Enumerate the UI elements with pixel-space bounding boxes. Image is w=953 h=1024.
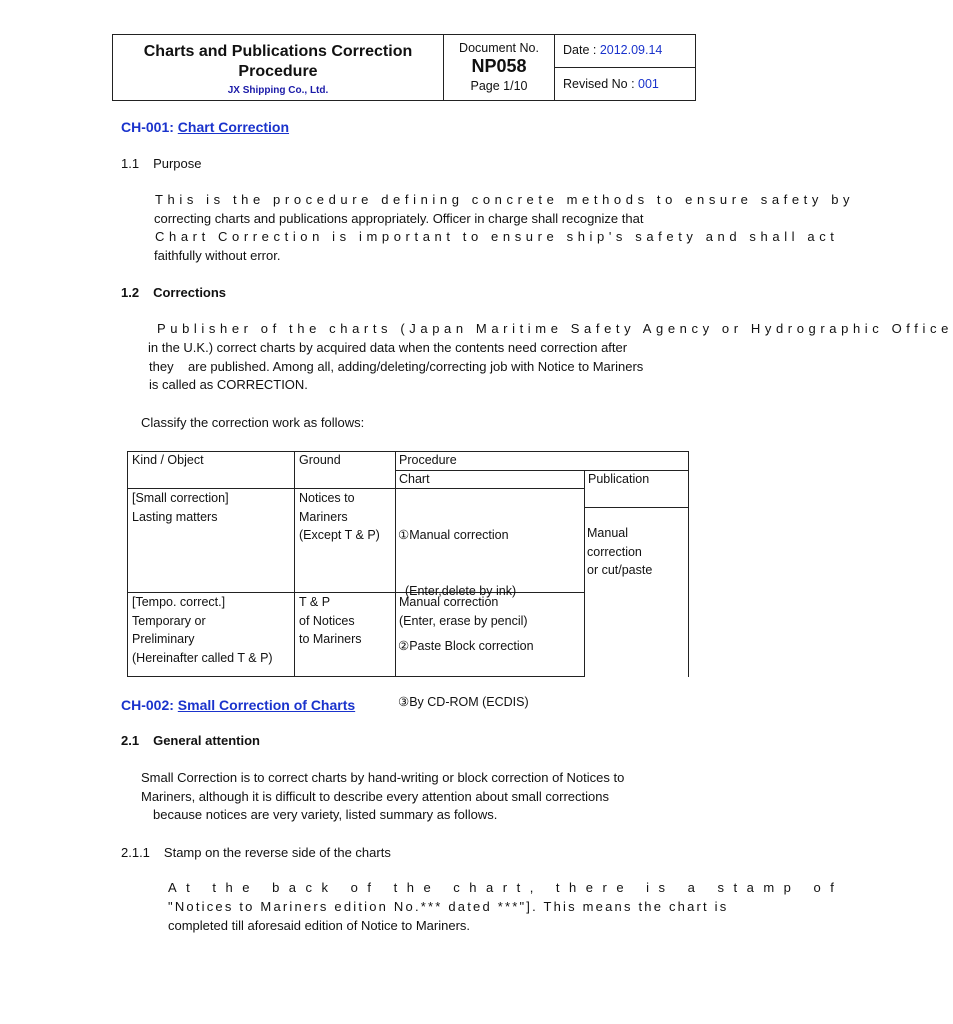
revised-no bbox=[563, 77, 659, 91]
cell-line: Manual bbox=[587, 526, 628, 540]
cell-line: ②Paste Block correction bbox=[398, 639, 534, 653]
paragraph-line: Small Correction is to correct charts by hand-writing or block correction of Notices to bbox=[141, 770, 625, 785]
section-code: CH-001: bbox=[121, 119, 178, 135]
heading-text: Corrections bbox=[153, 285, 227, 300]
document-title bbox=[113, 42, 443, 82]
revised-label: Revised No : bbox=[563, 77, 639, 91]
cell-line: ③By CD-ROM (ECDIS) bbox=[398, 694, 529, 709]
divider bbox=[554, 67, 695, 68]
paragraph-line: Classify the correction work as follows: bbox=[141, 415, 365, 430]
section-ch002 bbox=[121, 697, 355, 713]
table-header-publication: Publication bbox=[588, 472, 650, 486]
table-cell-r2-chart bbox=[399, 593, 528, 630]
paragraph-line: completed till aforesaid edition of Notice to Mariners. bbox=[168, 918, 471, 933]
table-line bbox=[688, 451, 689, 677]
heading-number: 1.2 bbox=[121, 285, 140, 300]
table-line bbox=[294, 451, 295, 677]
cell-line: of Notices bbox=[299, 613, 355, 628]
paragraph-line: This is the procedure defining concrete methods to ensure safety by bbox=[155, 192, 855, 207]
company-name: JX Shipping Co., Ltd. bbox=[227, 85, 329, 96]
table-header-procedure: Procedure bbox=[399, 453, 457, 467]
heading-2-1-1 bbox=[121, 845, 391, 860]
paragraph-line: faithfully without error. bbox=[154, 248, 281, 263]
cell-line: Mariners bbox=[299, 509, 348, 524]
cell-line: ①Manual correction bbox=[398, 528, 509, 542]
paragraph-line: because notices are very variety, listed summary as follows. bbox=[153, 807, 498, 822]
paragraph-line: correcting charts and publications appropriately. Officer in charge shall recognize that bbox=[154, 211, 644, 226]
heading-2-1 bbox=[121, 733, 260, 748]
heading-number: 1.1 bbox=[121, 156, 140, 171]
cell-line: Temporary or bbox=[132, 613, 206, 628]
paragraph-line: Publisher of the charts (Japan Maritime Safety Agency or Hydrographic Office bbox=[157, 321, 953, 336]
paragraph-line: Mariners, although it is difficult to describe every attention about small corrections bbox=[141, 789, 609, 804]
table-line bbox=[584, 507, 689, 508]
cell-line: Notices to bbox=[299, 491, 355, 505]
heading-1-2 bbox=[121, 285, 226, 300]
table-line bbox=[395, 451, 396, 677]
table-cell-r2-kind bbox=[132, 593, 273, 667]
table-line bbox=[127, 451, 128, 677]
document-header bbox=[112, 34, 696, 101]
section-link[interactable]: Chart Correction bbox=[177, 119, 290, 135]
paragraph-line: is called as CORRECTION. bbox=[149, 377, 308, 392]
heading-text: General attention bbox=[153, 733, 260, 748]
date bbox=[563, 43, 662, 57]
cell-line: (Enter,delete by ink) bbox=[398, 583, 517, 598]
title-line-1: Charts and Publications Correction bbox=[143, 43, 413, 60]
cell-line: T & P bbox=[299, 595, 331, 609]
section-code: CH-002: bbox=[121, 697, 178, 713]
doc-no: NP058 bbox=[471, 56, 527, 76]
heading-number: 2.1 bbox=[121, 733, 140, 748]
heading-1-1 bbox=[121, 156, 202, 171]
paragraph-line: "Notices to Mariners edition No.*** dated ***"]. This means the chart is bbox=[168, 899, 729, 914]
cell-line: (Hereinafter called T & P) bbox=[132, 650, 273, 665]
date-value: 2012.09.14 bbox=[599, 43, 663, 57]
cell-line: correction bbox=[587, 544, 642, 559]
paragraph-line: in the U.K.) correct charts by acquired data when the contents need correction after bbox=[148, 340, 628, 355]
cell-line: (Enter, erase by pencil) bbox=[399, 613, 528, 628]
table-cell-r1-publication bbox=[587, 524, 652, 580]
cell-line: [Small correction] bbox=[132, 491, 229, 505]
cell-line: (Except T & P) bbox=[299, 528, 380, 542]
table-line bbox=[584, 470, 585, 677]
title-line-2: Procedure bbox=[238, 63, 318, 80]
table-cell-r1-ground bbox=[299, 489, 380, 545]
cell-line: [Tempo. correct.] bbox=[132, 595, 226, 609]
section-ch001 bbox=[121, 119, 289, 135]
doc-no-label: Document No. bbox=[459, 41, 539, 55]
paragraph-line: Chart Correction is important to ensure ship's safety and shall act bbox=[155, 229, 839, 244]
section-link[interactable]: Small Correction of Charts bbox=[177, 697, 356, 713]
table-header-chart: Chart bbox=[399, 472, 430, 486]
cell-line: to Mariners bbox=[299, 632, 362, 646]
paragraph-line: At the back of the chart, there is a stamp of bbox=[168, 880, 844, 895]
cell-line: Lasting matters bbox=[132, 509, 218, 524]
table-cell-r1-kind bbox=[132, 489, 229, 526]
page-number: Page 1/10 bbox=[470, 79, 528, 93]
table-header-kind: Kind / Object bbox=[132, 453, 204, 467]
paragraph-line: they are published. Among all, adding/deleting/correcting job with Notice to Mariners bbox=[149, 359, 644, 374]
cell-line: or cut/paste bbox=[587, 563, 653, 577]
cell-line: Preliminary bbox=[132, 632, 195, 646]
table-header-ground: Ground bbox=[299, 453, 341, 467]
table-cell-r2-ground bbox=[299, 593, 362, 649]
cell-line: Manual correction bbox=[399, 595, 499, 609]
heading-text: Purpose bbox=[153, 156, 202, 171]
heading-number: 2.1.1 bbox=[121, 845, 150, 860]
date-label: Date : bbox=[563, 43, 600, 57]
heading-text: Stamp on the reverse side of the charts bbox=[163, 845, 391, 860]
revised-value: 001 bbox=[638, 77, 659, 91]
